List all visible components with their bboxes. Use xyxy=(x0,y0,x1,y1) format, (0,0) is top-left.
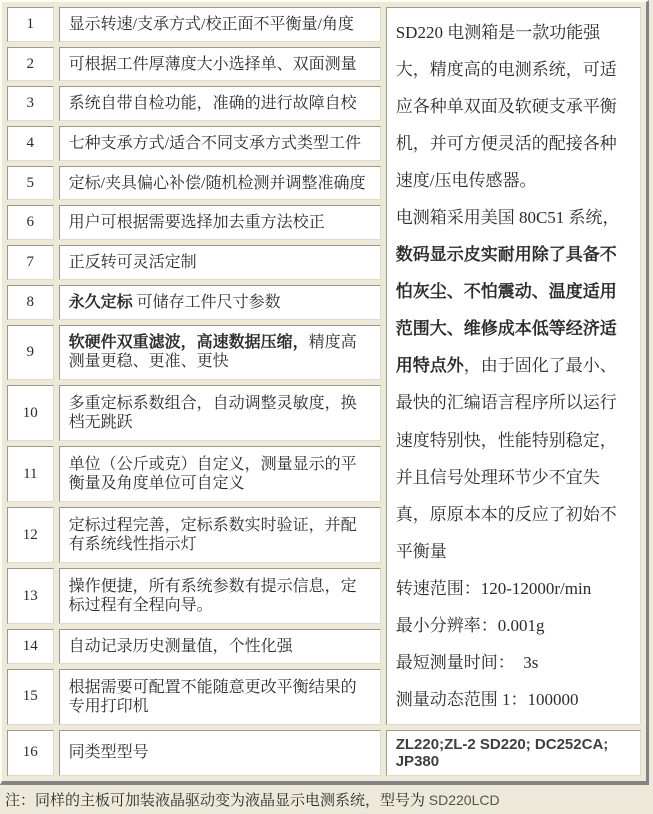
row-number-cell: 14 xyxy=(7,629,54,664)
feature-text: 精度高测量更稳、更准、更快 xyxy=(68,334,357,371)
feature-text: 同类型型号 xyxy=(68,744,149,762)
feature-text: 用户可根据需要选择加去重方法校正 xyxy=(68,214,325,232)
feature-text-bold: 数码显示皮实耐用除了具备不怕灰尘、不怕震动、温度适用范围大、维修成本低等经济适用特点外 xyxy=(395,245,617,376)
feature-text: 系统自带自检功能，准确的进行故障自校 xyxy=(68,95,357,113)
feature-text-bold: 软硬件双重滤波，高速数据压缩， xyxy=(68,334,309,352)
feature-cell xyxy=(59,86,381,121)
description-paragraph xyxy=(396,14,631,199)
similar-models-cell: ZL220;ZL-2 SD220; DC252CA; JP380 xyxy=(386,730,641,776)
feature-cell xyxy=(59,245,381,280)
feature-text: 多重定标系数组合，自动调整灵敏度，换档无跳跃 xyxy=(68,395,357,432)
feature-cell xyxy=(59,568,381,624)
feature-cell xyxy=(59,285,381,320)
feature-text: 单位（公斤或克）自定义，测量显示的平衡量及角度单位可自定义 xyxy=(68,456,357,493)
feature-text: 根据需要可配置不能随意更改平衡结果的专用打印机 xyxy=(68,678,357,715)
feature-text: 定标过程完善，定标系数实时验证，并配有系统线性指示灯 xyxy=(68,517,357,554)
feature-text: 操作便捷，所有系统参数有提示信息，定标过程有全程向导。 xyxy=(68,578,357,615)
row-number-cell: 5 xyxy=(7,166,54,201)
feature-text: 自动记录历史测量值，个性化强 xyxy=(68,638,293,656)
feature-cell xyxy=(59,629,381,664)
feature-text: 电测箱采用美国 80C51 系统， xyxy=(395,208,620,228)
features-table-body xyxy=(7,7,641,776)
feature-text: 显示转速/支承方式/校正面不平衡量/角度 xyxy=(68,15,354,33)
feature-cell xyxy=(59,205,381,240)
footnote xyxy=(0,785,653,814)
row-number-cell: 9 xyxy=(7,325,54,381)
row-number-cell: 3 xyxy=(7,86,54,121)
row-number-cell: 8 xyxy=(7,285,54,320)
table-row xyxy=(7,730,641,776)
feature-cell xyxy=(59,507,381,563)
feature-cell xyxy=(59,446,381,502)
row-number-cell: 10 xyxy=(7,385,54,441)
spec-line: 最短测量时间： 3s xyxy=(395,652,539,672)
feature-cell xyxy=(59,325,381,381)
feature-cell xyxy=(59,730,381,776)
row-number-cell: 4 xyxy=(7,126,54,161)
feature-cell xyxy=(59,669,381,725)
row-number-cell: 11 xyxy=(7,446,54,502)
feature-text: 可储存工件尺寸参数 xyxy=(132,293,281,311)
product-description-cell xyxy=(386,7,641,725)
description-paragraph xyxy=(396,199,631,569)
spec-line: 测量动态范围 1：100000 xyxy=(395,689,579,709)
row-number-cell: 2 xyxy=(7,47,54,82)
row-number-cell: 16 xyxy=(7,730,54,776)
row-number-cell: 15 xyxy=(7,669,54,725)
feature-cell xyxy=(59,166,381,201)
row-number-cell: 13 xyxy=(7,568,54,624)
row-number-cell: 6 xyxy=(7,205,54,240)
row-number-cell: 7 xyxy=(7,245,54,280)
feature-text-bold: 永久定标 xyxy=(68,293,133,311)
table-row xyxy=(7,7,641,42)
feature-cell xyxy=(59,7,381,42)
spec-line: 最小分辨率：0.001g xyxy=(395,615,545,635)
row-number-cell: 12 xyxy=(7,507,54,563)
feature-cell xyxy=(59,126,381,161)
feature-text: ，由于固化了最小、最快的汇编语言程序所以运行速度特别快，性能特别稳定，并且信号处理环节少不宜失真，原原本本的反应了初始不平衡量 xyxy=(395,356,617,561)
feature-text: 可根据工件厚薄度大小选择单、双面测量 xyxy=(68,55,357,73)
feature-text: 七种支承方式/适合不同支承方式类型工件 xyxy=(68,134,362,152)
feature-text: 正反转可灵活定制 xyxy=(68,253,197,271)
feature-text: SD220 电测箱是一款功能强大，精度高的电测系统，可适应各种单双面及软硬支承平衡机，并可方便灵活的配接各种速度/压电传感器。 xyxy=(395,23,617,191)
feature-cell xyxy=(59,385,381,441)
row-number-cell: 1 xyxy=(7,7,54,42)
footnote-model-number: SD220LCD xyxy=(428,791,500,808)
feature-cell xyxy=(59,47,381,82)
spec-line: 转速范围：120-12000r/min xyxy=(395,578,592,598)
feature-text: 定标/夹具偏心补偿/随机检测并调整准确度 xyxy=(68,174,366,192)
footnote-text: 注：同样的主板可加装液晶驱动变为液晶显示电测系统，型号为 xyxy=(5,792,429,809)
